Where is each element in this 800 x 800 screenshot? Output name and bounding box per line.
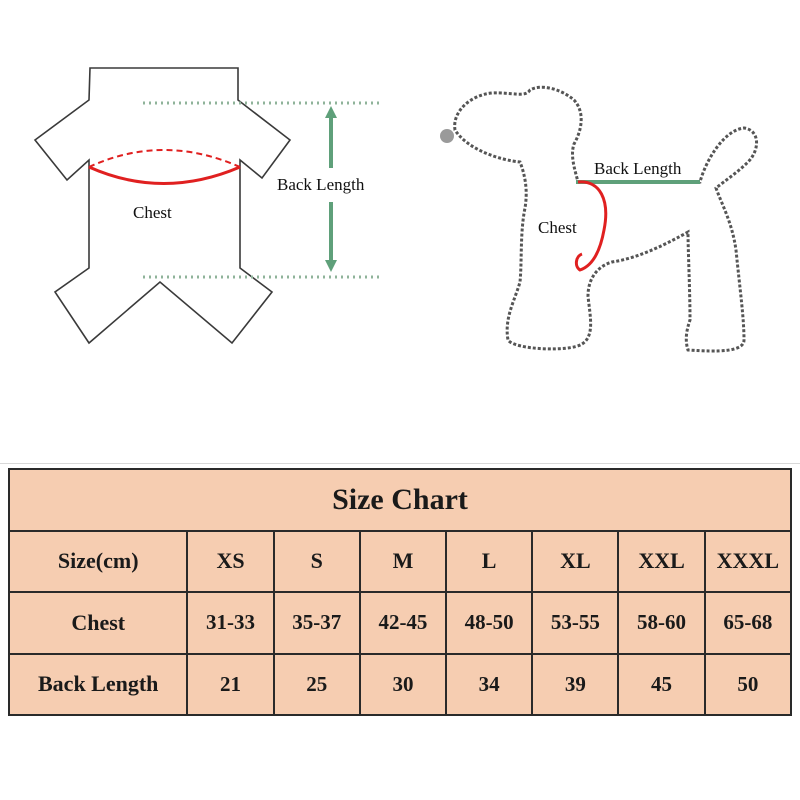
dog-back-length-label: Back Length <box>594 159 682 178</box>
back-length-xxl: 45 <box>618 654 704 716</box>
size-header-xxl: XXL <box>618 531 704 593</box>
back-length-xxxl: 50 <box>705 654 791 716</box>
size-chart <box>8 468 792 716</box>
back-length-xl: 39 <box>532 654 618 716</box>
garment-arrow-down-head <box>325 260 337 272</box>
dog-nose-icon <box>440 129 454 143</box>
table-row <box>9 654 791 716</box>
chest-l: 48-50 <box>446 592 532 654</box>
back-length-xs: 21 <box>187 654 273 716</box>
chest-m: 42-45 <box>360 592 446 654</box>
header-row <box>9 531 791 593</box>
garment-illustration <box>35 68 380 343</box>
chest-xxxl: 65-68 <box>705 592 791 654</box>
size-chart-title: Size Chart <box>9 469 791 531</box>
size-header-xxxl: XXXL <box>705 531 791 593</box>
dog-illustration <box>440 87 757 351</box>
row-label-chest: Chest <box>9 592 187 654</box>
back-length-s: 25 <box>274 654 360 716</box>
size-header-m: M <box>360 531 446 593</box>
size-header-xs: XS <box>187 531 273 593</box>
chest-xxl: 58-60 <box>618 592 704 654</box>
dog-chest-label: Chest <box>538 218 577 237</box>
size-header-label: Size(cm) <box>9 531 187 593</box>
chest-xl: 53-55 <box>532 592 618 654</box>
chest-xs: 31-33 <box>187 592 273 654</box>
back-length-m: 30 <box>360 654 446 716</box>
size-chart-table <box>8 468 792 716</box>
size-header-xl: XL <box>532 531 618 593</box>
garment-chest-label: Chest <box>133 203 172 222</box>
title-row <box>9 469 791 531</box>
garment-arrow-up-head <box>325 106 337 118</box>
section-divider <box>0 463 800 464</box>
back-length-l: 34 <box>446 654 532 716</box>
chest-s: 35-37 <box>274 592 360 654</box>
table-row <box>9 592 791 654</box>
dog-chest-line <box>576 182 605 270</box>
row-label-back-length: Back Length <box>9 654 187 716</box>
garment-back-length-label: Back Length <box>277 175 365 194</box>
size-header-l: L <box>446 531 532 593</box>
size-header-s: S <box>274 531 360 593</box>
